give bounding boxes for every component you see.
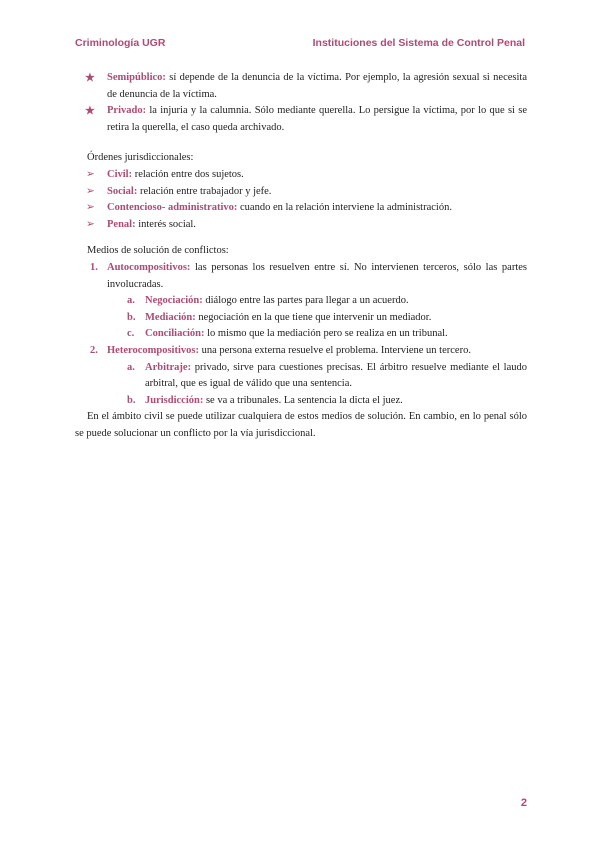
item-text: interés social.: [135, 218, 196, 230]
list-letter: a.: [127, 361, 135, 373]
item-text: se va a tribunales. La sentencia la dicta el juez.: [203, 394, 403, 406]
section-title-medios: Medios de solución de conflictos:: [87, 245, 229, 257]
arrow-icon: ➢: [86, 202, 95, 214]
sub-list-item: [75, 310, 527, 327]
item-label: Contencioso- administrativo:: [107, 202, 238, 214]
item-text: relación entre dos sujetos.: [132, 168, 244, 180]
item-label: Negociación:: [145, 295, 203, 307]
item-label: Jurisdicción:: [145, 394, 204, 406]
sub-list-item: [75, 293, 527, 310]
conclusion-paragraph: En el ámbito civil se puede utilizar cualquiera de estos medios de solución. En cambio, en lo penal sólo se puede solucionar un conflicto por la vía jurisdiccional.: [75, 411, 527, 439]
list-letter: b.: [127, 311, 136, 323]
item-text: relación entre trabajador y jefe.: [137, 185, 272, 197]
list-letter: b.: [127, 394, 136, 406]
document-body: [75, 70, 527, 442]
item-text: lo mismo que la mediación pero se realiza en un tribunal.: [204, 328, 448, 340]
item-label: Arbitraje:: [145, 361, 192, 373]
item-text: sí depende de la denuncia de la víctima. Por ejemplo, la agresión sexual si necesita de denuncia de la víctima.: [107, 72, 527, 100]
list-item: [75, 70, 527, 103]
item-label: Penal:: [107, 218, 136, 230]
item-label: Autocompositivos:: [107, 261, 191, 273]
list-item: [75, 217, 527, 234]
list-number: 1.: [90, 261, 98, 273]
star-icon: ★: [85, 72, 95, 84]
list-item: [75, 184, 527, 201]
arrow-icon: ➢: [86, 168, 95, 180]
sub-list-item: [75, 360, 527, 393]
item-text: cuando en la relación interviene la administración.: [237, 202, 452, 214]
list-item: [75, 343, 527, 360]
sub-list-item: [75, 393, 527, 410]
item-text: negociación en la que tiene que intervenir un mediador.: [195, 311, 432, 323]
item-label: Semipúblico:: [107, 72, 166, 83]
sub-list-item: [75, 326, 527, 343]
item-label: Social:: [107, 185, 138, 197]
list-item: [75, 200, 527, 217]
item-text: diálogo entre las partes para llegar a un acuerdo.: [202, 295, 409, 307]
list-item: [75, 260, 527, 293]
page-number: 2: [520, 797, 527, 809]
list-letter: c.: [127, 328, 135, 340]
list-item: [75, 103, 527, 136]
item-label: Conciliación:: [145, 328, 205, 340]
item-label: Mediación:: [145, 311, 196, 323]
list-item: [75, 167, 527, 184]
list-number: 2.: [90, 344, 98, 356]
item-text: la injuria y la calumnia. Sólo mediante querella. Lo persigue la víctima, por lo que si se retira la querella, el caso queda archivado.: [107, 105, 527, 133]
item-text: privado, sirve para cuestiones precisas. El árbitro resuelve mediante el laudo arbitral, que es igual de válido que una sentencia.: [145, 361, 527, 390]
arrow-icon: ➢: [86, 185, 95, 197]
arrow-icon: ➢: [86, 218, 95, 230]
header-right: Instituciones del Sistema de Control Penal: [312, 37, 525, 49]
item-label: Civil:: [107, 168, 133, 180]
section-title-ordenes: Órdenes jurisdiccionales:: [87, 152, 194, 164]
item-label: Heterocompositivos:: [107, 344, 199, 356]
star-icon: ★: [85, 105, 95, 118]
list-letter: a.: [127, 295, 135, 307]
item-text: una persona externa resuelve el problema. Interviene un tercero.: [198, 344, 471, 356]
item-text: las personas los resuelven entre sí. No intervienen terceros, sólo las partes involucradas.: [107, 261, 527, 290]
header-left: Criminología UGR: [75, 37, 166, 49]
item-label: Privado:: [107, 105, 147, 117]
